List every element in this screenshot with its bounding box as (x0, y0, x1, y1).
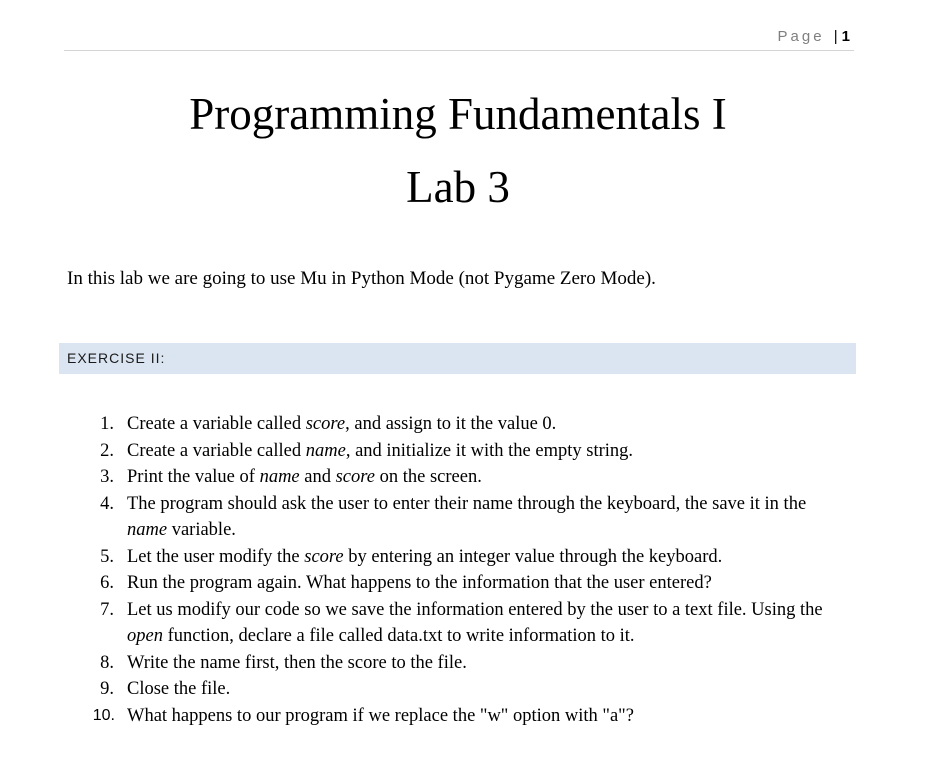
task-text: , and initialize it with the empty string. (345, 440, 634, 461)
task-text: Close the file. (127, 679, 231, 699)
task-keyword: score (304, 546, 344, 567)
task-item (90, 491, 850, 544)
page-number: 1 (841, 28, 850, 45)
task-list (90, 411, 850, 729)
task-text: , and assign to it the value 0. (345, 414, 557, 434)
exercise-heading: EXERCISE II: (67, 350, 166, 366)
task-number: 4. (100, 493, 114, 514)
task-number: 7. (100, 599, 114, 620)
task-text: and (299, 467, 336, 487)
task-text: Write the name first, then the score to the file. (127, 652, 467, 673)
exercise-heading-bar (59, 343, 856, 374)
task-text: Create a variable called (127, 440, 306, 461)
task-keyword: score (335, 467, 375, 487)
task-text: by entering an integer value through the keyboard. (343, 546, 723, 567)
task-item (90, 570, 850, 597)
task-keyword: open (127, 626, 163, 646)
task-item (90, 464, 850, 491)
task-keyword: score (305, 414, 346, 434)
task-text: Let us modify our code so we save the information entered by the user to a text file. Using the (127, 599, 823, 620)
task-number: 8. (100, 652, 114, 673)
header-rule (64, 50, 854, 51)
document-subtitle: Lab 3 (406, 162, 510, 212)
task-number: 10. (92, 706, 115, 724)
task-text: on the screen. (375, 467, 482, 487)
page-label: Page (777, 28, 825, 45)
task-item (90, 597, 850, 650)
task-text: What happens to our program if we replace the "w" option with "a"? (127, 705, 634, 726)
task-text: function, declare a file called data.txt to write information to it. (162, 626, 635, 646)
task-number: 6. (100, 573, 114, 593)
task-text: The program should ask the user to enter their name through the keyboard, the save it in the (127, 493, 807, 514)
task-number: 3. (100, 467, 114, 487)
task-text: Create a variable called (127, 414, 306, 434)
task-number: 9. (100, 679, 114, 699)
task-text: Let the user modify the (127, 546, 305, 567)
intro-paragraph: In this lab we are going to use Mu in Python Mode (not Pygame Zero Mode). (67, 268, 656, 289)
page-number-header (778, 28, 850, 45)
task-keyword: name (305, 440, 346, 461)
document-title: Programming Fundamentals I (189, 89, 727, 139)
task-item (90, 544, 850, 571)
task-item (90, 411, 850, 438)
page-separator: | (833, 28, 838, 45)
task-text: variable. (167, 520, 236, 540)
task-item (90, 650, 850, 677)
task-keyword: name (127, 520, 168, 540)
task-number: 2. (100, 440, 114, 461)
task-number: 5. (100, 546, 114, 567)
task-item (90, 703, 850, 730)
task-number: 1. (100, 414, 114, 434)
task-item (90, 438, 850, 465)
task-text: Run the program again. What happens to the information that the user entered? (127, 573, 712, 593)
task-text: Print the value of (127, 467, 260, 487)
task-item (90, 676, 850, 703)
task-keyword: name (259, 467, 300, 487)
